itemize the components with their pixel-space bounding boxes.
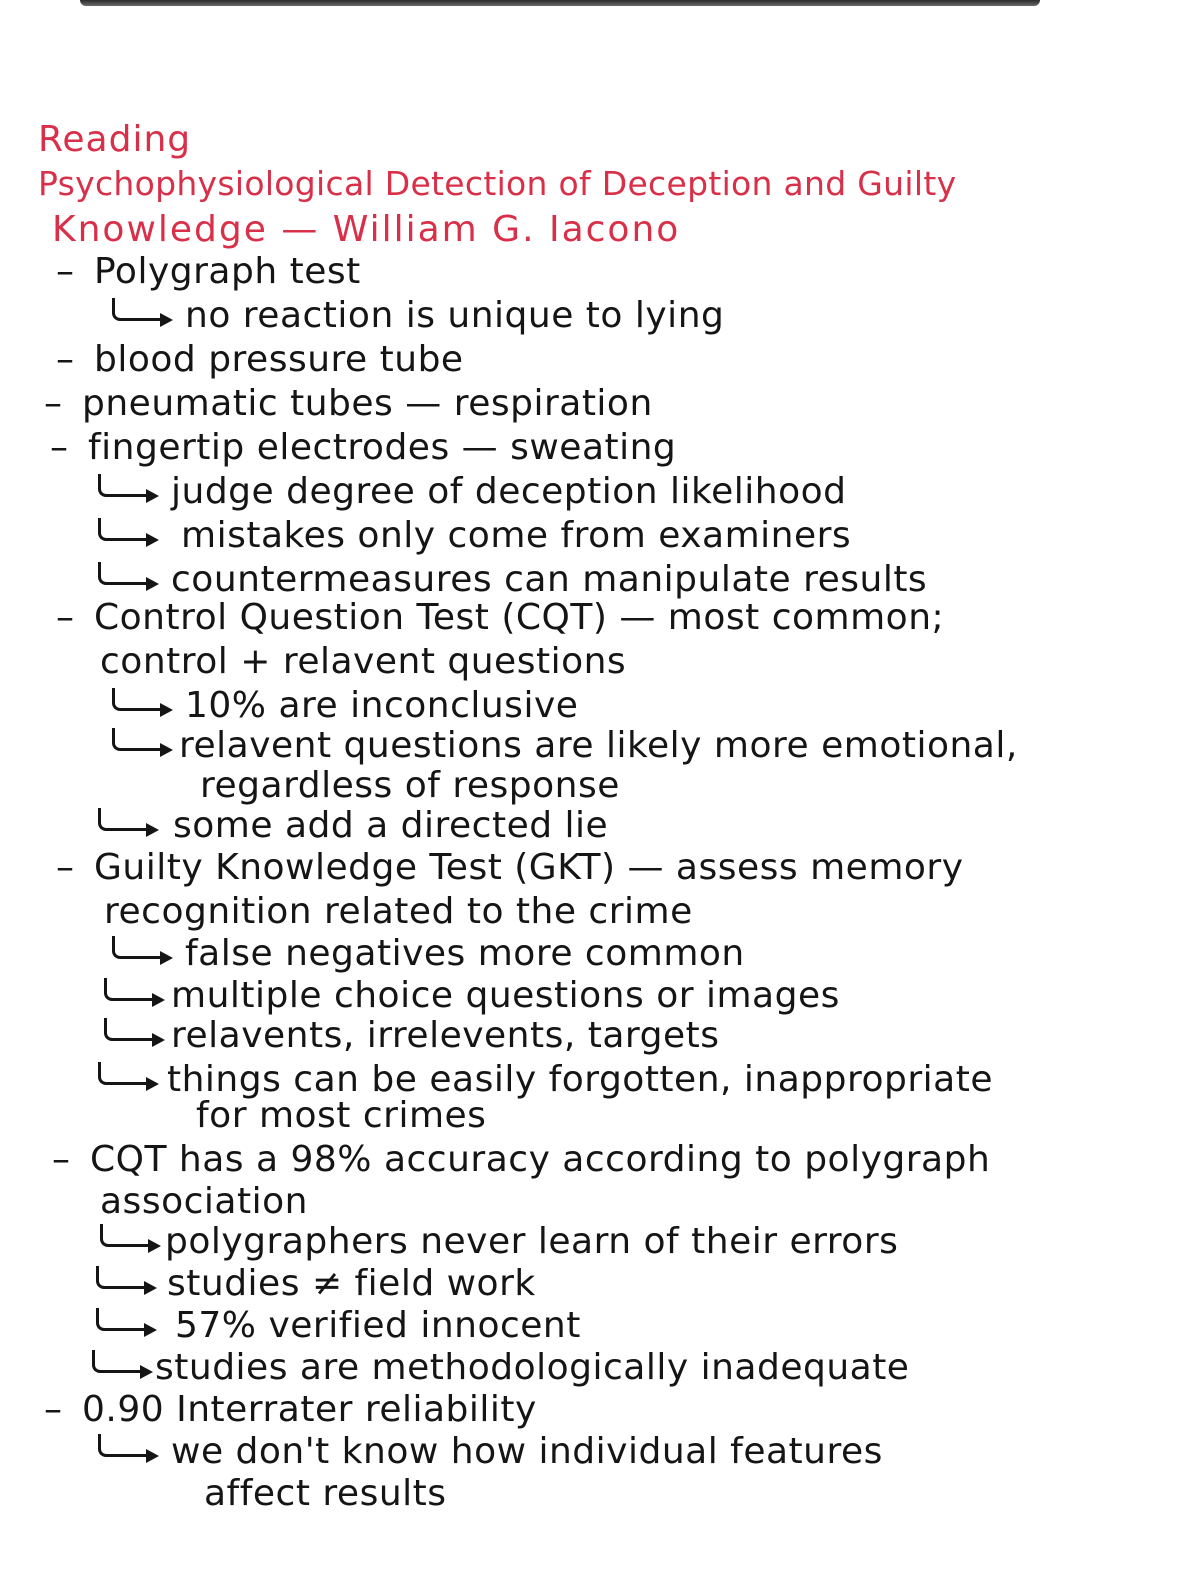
note-line	[104, 1014, 719, 1058]
hook-arrow-icon	[98, 1062, 147, 1085]
hook-arrow-icon	[98, 1434, 147, 1457]
note-line	[100, 1180, 308, 1224]
note-line	[104, 890, 693, 934]
hook-arrow-icon	[98, 474, 147, 497]
note-text: multiple choice questions or images	[171, 975, 840, 1016]
hook-arrow-icon	[92, 1350, 141, 1373]
note-text: we don't know how individual features	[171, 1431, 883, 1472]
note-line	[100, 640, 626, 684]
note-line	[98, 514, 851, 558]
note-text: some add a directed lie	[173, 805, 609, 846]
note-text: relavent questions are likely more emotional,	[179, 725, 1018, 766]
hook-arrow-icon	[96, 1308, 145, 1331]
hook-arrow-icon	[96, 1266, 145, 1289]
note-text: recognition related to the crime	[104, 891, 693, 932]
dash-bullet: –	[56, 339, 75, 380]
hook-arrow-icon	[104, 978, 153, 1001]
hook-arrow-icon	[98, 808, 147, 831]
note-text: studies ≠ field work	[167, 1263, 536, 1304]
note-line	[52, 1138, 990, 1182]
note-text: control + relavent questions	[100, 641, 627, 682]
dash-bullet: –	[44, 1389, 63, 1430]
note-text: pneumatic tubes — respiration	[82, 383, 653, 424]
reading-title-line-2: Knowledge — William G. Iacono	[52, 209, 681, 250]
hook-arrow-icon	[98, 562, 147, 585]
note-text: judge degree of deception likelihood	[171, 471, 847, 512]
note-line	[98, 1430, 883, 1474]
hook-arrow-icon	[112, 688, 161, 711]
note-text: 10% are inconclusive	[185, 685, 579, 726]
note-line	[44, 1388, 537, 1432]
note-text: for most crimes	[196, 1095, 487, 1136]
note-line	[50, 426, 676, 470]
note-line	[104, 974, 840, 1018]
hook-arrow-icon	[98, 518, 147, 541]
note-text: fingertip electrodes — sweating	[88, 427, 677, 468]
page-top-edge	[80, 0, 1040, 6]
dash-bullet: –	[44, 383, 63, 424]
note-line	[100, 1220, 898, 1264]
note-line	[44, 382, 653, 426]
note-line	[92, 1346, 909, 1390]
note-text: false negatives more common	[185, 933, 745, 974]
note-text: no reaction is unique to lying	[185, 295, 725, 336]
note-text: 57% verified innocent	[175, 1305, 581, 1346]
note-line	[196, 1094, 486, 1138]
hook-arrow-icon	[112, 936, 161, 959]
hook-arrow-icon	[104, 1018, 153, 1041]
hook-arrow-icon	[112, 298, 161, 321]
note-text: 0.90 Interrater reliability	[82, 1389, 537, 1430]
note-line	[98, 470, 847, 514]
note-text: things can be easily forgotten, inappropriate	[167, 1059, 993, 1100]
reading-label: Reading	[38, 119, 192, 160]
note-line	[204, 1472, 447, 1516]
dash-bullet: –	[52, 1139, 71, 1180]
note-line	[56, 596, 944, 640]
note-text: affect results	[204, 1473, 447, 1514]
dash-bullet: –	[56, 847, 75, 888]
note-line	[56, 338, 464, 382]
note-line	[56, 846, 964, 890]
note-text: mistakes only come from examiners	[181, 515, 852, 556]
hook-arrow-icon	[100, 1224, 149, 1247]
note-text: polygraphers never learn of their errors	[165, 1221, 899, 1262]
reading-title-line-1: Psychophysiological Detection of Deception and Guilty	[38, 164, 957, 203]
dash-bullet: –	[50, 427, 69, 468]
note-text: countermeasures can manipulate results	[171, 559, 928, 600]
note-line	[98, 804, 608, 848]
note-text: relavents, irrelevents, targets	[171, 1015, 720, 1056]
note-text: Guilty Knowledge Test (GKT) — assess memory	[94, 847, 964, 888]
note-line	[112, 724, 1018, 768]
note-text: regardless of response	[200, 765, 620, 806]
note-text: Polygraph test	[94, 251, 361, 292]
note-line	[200, 764, 620, 808]
note-line	[112, 294, 724, 338]
dash-bullet: –	[56, 251, 75, 292]
note-line	[96, 1304, 581, 1348]
dash-bullet: –	[56, 597, 75, 638]
note-line	[96, 1262, 536, 1306]
note-text: blood pressure tube	[94, 339, 464, 380]
note-line	[112, 932, 745, 976]
note-text: association	[100, 1181, 308, 1222]
note-line	[56, 250, 361, 294]
note-text: Control Question Test (CQT) — most common;	[94, 597, 945, 638]
note-line	[112, 684, 578, 728]
hook-arrow-icon	[112, 728, 161, 751]
note-text: CQT has a 98% accuracy according to polygraph	[90, 1139, 991, 1180]
note-text: studies are methodologically inadequate	[155, 1347, 910, 1388]
